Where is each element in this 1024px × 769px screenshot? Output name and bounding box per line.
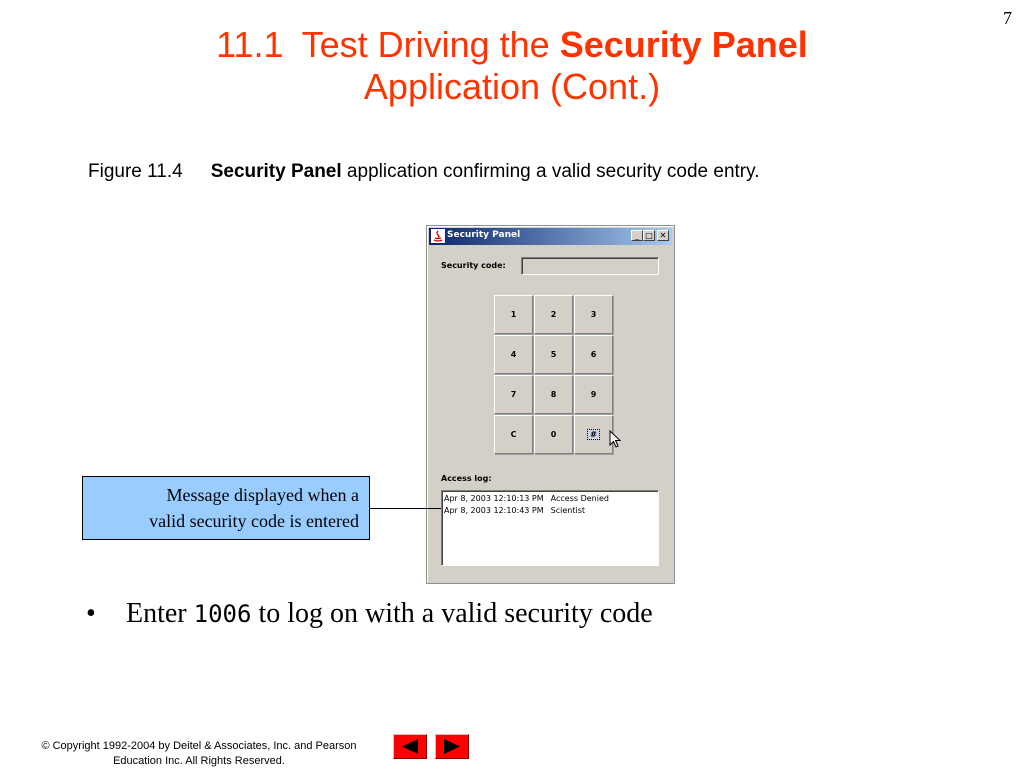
minimize-button[interactable]: _ <box>631 230 643 241</box>
key-9[interactable]: 9 <box>574 375 613 414</box>
arrow-left-icon <box>400 739 420 754</box>
copyright-notice <box>14 739 384 769</box>
bullet-glyph: • <box>86 598 96 629</box>
figure-caption <box>88 161 760 183</box>
java-app-icon <box>431 229 445 243</box>
mouse-cursor-icon <box>609 430 623 450</box>
title-bold: Security Panel <box>559 24 808 65</box>
maximize-button[interactable]: □ <box>643 230 655 241</box>
close-button[interactable]: ✕ <box>657 230 669 241</box>
caption-rest: application confirming a valid security code entry. <box>341 161 760 182</box>
window-titlebar[interactable] <box>429 228 672 245</box>
next-slide-button[interactable] <box>435 734 469 759</box>
access-log-area[interactable] <box>441 490 659 566</box>
title-line2: Application (Cont.) <box>363 66 661 107</box>
callout-connector <box>370 508 441 509</box>
copyright-line2: Education Inc. All Rights Reserved. <box>113 755 285 767</box>
previous-slide-button[interactable] <box>393 734 427 759</box>
key-7[interactable]: 7 <box>494 375 533 414</box>
key-4[interactable]: 4 <box>494 335 533 374</box>
slide-title <box>0 24 1024 108</box>
title-prefix: Test Driving the <box>301 24 560 65</box>
caption-bold: Security Panel <box>210 161 342 182</box>
caption-figure: Figure 11.4 <box>88 161 183 182</box>
key-6[interactable]: 6 <box>574 335 613 374</box>
access-log-label: Access log: <box>441 474 492 483</box>
window-title: Security Panel <box>447 230 521 240</box>
copyright-line1: © Copyright 1992-2004 by Deitel & Associates, Inc. and Pearson <box>41 740 357 752</box>
callout-box <box>82 476 370 540</box>
key-clear[interactable]: C <box>494 415 533 454</box>
bullet-before: Enter <box>126 598 194 629</box>
title-number: 11.1 <box>216 24 284 65</box>
key-0[interactable]: 0 <box>534 415 573 454</box>
security-code-field <box>521 257 659 275</box>
security-code-label: Security code: <box>441 261 506 270</box>
key-5[interactable]: 5 <box>534 335 573 374</box>
key-2[interactable]: 2 <box>534 295 573 334</box>
bullet-after: to log on with a valid security code <box>251 598 653 629</box>
bullet-item <box>86 598 653 630</box>
key-1[interactable]: 1 <box>494 295 533 334</box>
arrow-right-icon <box>442 739 462 754</box>
bullet-code: 1006 <box>193 600 252 628</box>
callout-line1: Message displayed when a <box>166 485 359 505</box>
key-8[interactable]: 8 <box>534 375 573 414</box>
slide-number: 7 <box>1003 8 1012 28</box>
key-3[interactable]: 3 <box>574 295 613 334</box>
log-entry: Apr 8, 2003 12:10:13 PM Access Denied <box>444 494 609 503</box>
callout-line2: valid security code is entered <box>149 511 359 531</box>
security-panel-window <box>426 225 675 584</box>
key-enter[interactable]: # <box>574 415 613 454</box>
log-entry: Apr 8, 2003 12:10:43 PM Scientist <box>444 506 586 515</box>
